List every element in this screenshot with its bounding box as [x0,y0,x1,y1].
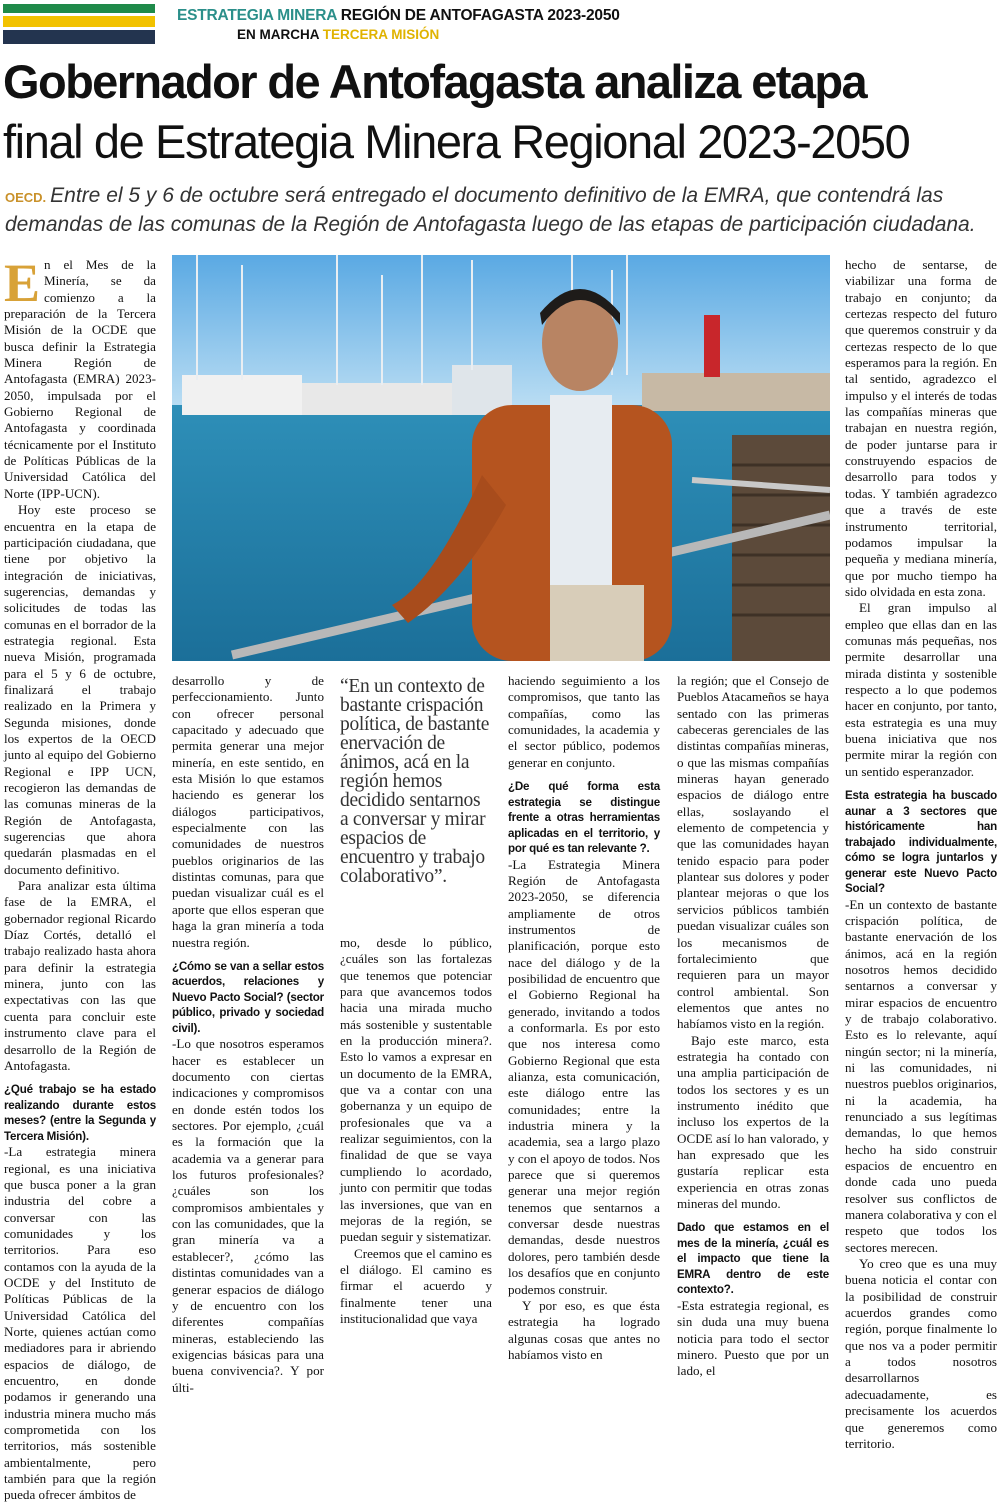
paragraph: -Lo que nosotros esperamos hacer es establecer un documento con ciertas indicaciones y compromisos en donde estén todos los sectores. Por ejemplo, ¿cuál es la formación que la academia va a generar para los futuros profesionales? ¿cuáles son los compromisos ambientales y con las comunidades, que la gran minería va a establecer?, ¿cómo las distintas comunidades van a generar espacios de diálogo y de encuentro con los diferentes compañías mineras, estableciendo las exigencias básicas para una buena convivencia?. Y por últi- [172,1036,324,1395]
paragraph: Para analizar esta última fase de la EMRA, el gobernador regional Ricardo Díaz Cortés, detalló el trabajo realizado hasta ahora para definir la estrategia minera, junto con las expectativas con las que cuenta para concluir este instrumento clave para el desarrollo de la Región de Antofagasta. [4,878,156,1073]
paragraph: -La estrategia minera regional, es una iniciativa que busca poner a la gran industria del cobre a conversar con las comunidades y los territorios. Para eso contamos con la ayuda de la OCDE y del Instituto de Políticas Públicas de la Universidad Católica del Norte, quienes actúan como mediadores para ir abriendo espacios de diálogo, de encuentro, en donde podamos ir generando una industria minera mucho más comprometida con los territorios, más sostenible ambientalmente, pero también para que la región pueda ofrecer ámbitos de [4,1144,156,1503]
paragraph: -Esta estrategia regional, es sin duda una muy buena noticia para todo el sector minero. Puesto que por un lado, el [677,1297,829,1379]
deck-text: Entre el 5 y 6 de octubre será entregado el documento definitivo de la EMRA, que contendrá las demandas de las comunas de la Región de Antofagasta luego de las etapas de participación ciudadana. [5,184,976,236]
interview-question: ¿Cómo se van a sellar estos acuerdos, relaciones y Nuevo Pacto Social? (sector público, privado y sociedad civil). [172,959,324,1035]
article-column-6 [845,257,997,1452]
paragraph: mo, desde lo público, ¿cuáles son las fortalezas que tenemos que potenciar para que avancemos todos hacia una mirada mucho más sostenible y sustentable en la producción minera?. Esto lo vamos a expresar en un documento de la EMRA, que va a contar con una gobernanza y un equipo de profesionales que va a realizar seguimientos, con la finalidad de que se vaya cumpliendo lo acordado, junto con permitir que todas las inversiones, que van en mejoras de la región, se puedan seguir y sistematizar. [340,935,492,1245]
header-stripe-navy [3,30,155,44]
harbor-illustration [172,255,830,661]
paragraph: Bajo este marco, esta estrategia ha contado con una amplia participación de todos los sectores y es un instrumento inédito que incluso los expertos de la OCDE así lo han valorado, y han expresado que les gustaría replicar esta experiencia en otras zonas mineras del mundo. [677,1032,829,1211]
article-column-5 [677,673,829,1380]
header-stripe-green [3,4,155,13]
status-label: EN MARCHA [237,27,319,42]
paragraph: -En un contexto de bastante crispación política, de bastante enervación de los ánimos, acá en la región nosotros hemos decidido sentarnos a conversar y mirar espacios de encuentro y de trabajo colaborativo. Esto es lo relevante, aquí ningún sector; ni la minería, ni las comunidades, ni nuestros pueblos originarios, ni la academia, ha renunciado a sus legítimas demandas, lo que hemos hecho ha sido construir espacios de encuentro en donde cada uno pueda resolver sus conflictos de manera colaborativa y con el respeto que todos los sectores merecen. [845,896,997,1255]
headline-line1: Gobernador de Antofagasta analiza etapa [3,55,867,108]
pull-quote: “En un contexto de bastante crispación política, de bastante enervación de ánimos, acá en la región hemos decidido sentarnos a conversar y mirar espacios de encuentro y trabajo colaborativo”. [340,676,490,887]
article-column-2 [172,673,324,1396]
paragraph: Creemos que el camino es el diálogo. El camino es firmar el acuerdo y finalmente tener una institucionalidad que vaya [340,1245,492,1326]
interview-question: Esta estrategia ha buscado aunar a 3 sectores que históricamente han trabajado individualmente, cómo se logra juntarlos y generar este Nuevo Pacto Social? [845,789,997,895]
drop-cap: E [4,253,41,313]
section-label: ESTRATEGIA MINERA [177,7,337,24]
paragraph: n el Mes de la Minería, se da comienzo a la preparación de la Tercera Misión de la OCDE que busca definir la Estrategia Minera Región de Antofagasta (EMRA) 2023-2050, impulsada por el Gobierno Regional de Antofagasta y coordinada técnicamente por el Instituto de Políticas Públicas de la Universidad Católica del Norte (IPP-UCN). [4,257,156,501]
interview-question: ¿De qué forma esta estrategia se distingue frente a otras herramientas aplicadas en el territorio, y por qué es tan relevante ?. [508,780,660,856]
paragraph: Yo creo que es una muy buena noticia el contar con la posibilidad de construir acuerdos grandes como región, porque finalmente lo que nos va a poder permitir a todos nosotros desarrollarnos adecuadamente, es precisamente los acuerdos que generemos como territorio. [845,1256,997,1451]
article-column-1 [4,253,156,1504]
paragraph: desarrollo y de perfeccionamiento. Junto con ofrecer personal capacitado y adecuado que permita generar una mejor minería, en este sentido, en esta Misión lo que estamos haciendo es generar los diálogos participativos, especialmente con las comunidades de nuestros pueblos originarios de las distintas comunas, para que puedan visualizar cuál es el aporte que ellos esperan que haga la gran minería a toda nuestra región. [172,673,324,950]
paragraph: Y por eso, es que ésta estrategia ha logrado algunas cosas que antes no habíamos visto en [508,1297,660,1362]
header-stripe-yellow [3,16,155,27]
article-column-3 [340,935,492,1327]
paragraph: hecho de sentarse, de viabilizar una forma de trabajo en conjunto; da certezas respecto del futuro que queremos construir y da certezas respecto de lo que esperamos para la región. En tal sentido, agradezco el impulso y el interés de todas las compañías mineras que trabajan en nuestra región, de poder juntarse para ir construyendo espacios de desarrollo para todos y todas. Y también agradezco que a través de este instrumento territorial, podamos impulsar la pequeña y mediana minería, que por mucho tiempo ha sido olvidada en esta zona. [845,257,997,599]
paragraph: Hoy este proceso se encuentra en la etapa de participación ciudadana, que tiene por objetivo la integración de iniciativas, sugerencias, demandas y solicitudes de todas las comunas en el borrador de la estrategia regional. Esta nueva Misión, programada para el 5 y 6 de octubre, finalizará el trabajo realizado en la Primera y Segunda misiones, donde los expertos de la OECD junto al equipo del Gobierno Regional e IPP UCN, recogieron las demandas de las comunas mineras de la Región de Antofagasta, sugerencias que ahora quedarán plasmadas en el documento definitivo. [4,502,156,877]
paragraph: haciendo seguimiento a los compromisos, que tanto las compañías, como las comunidades, la academia y el sector público, podemos generar en conjunto. [508,673,660,770]
paragraph: la región; que el Consejo de Pueblos Atacameños se haya sentado con las primeras cabeceras gerenciales de las distintas compañías mineras, o que las mismas compañías mineras hayan generado espacios de diálogo entre ellas, soslayando el elemento de competencia y que las comunidades hayan tenido espacio para poder plantear sus dolores y poder plantear mejoras o que los servicios públicos también puedan visualizar cuáles son los mecanismos de fortalecimiento que requieren para un mayor control ambiental. Son elementos que antes no habíamos visto en la región. [677,673,829,1032]
status-kicker [237,27,439,42]
article-deck [5,182,997,238]
interview-question: Dado que estamos en el mes de la minería, ¿cuál es el impacto que tiene la EMRA dentro de este contexto?. [677,1221,829,1297]
region-label: REGIÓN DE ANTOFAGASTA 2023-2050 [340,7,620,24]
interview-question: ¿Qué trabajo se ha estado realizando durante estos meses? (entre la Segunda y Tercera Misión). [4,1083,156,1143]
deck-tag: OECD. [5,190,47,205]
paragraph: El gran impulso al empleo que ellas dan en las comunas más pequeñas, nos permite desarrollar una mirada distinta y sostenible respecto a lo que podemos hacer en conjunto, por tanto, esta estrategia es una muy buena iniciativa que nos permite mirar la región con un sentido esperanzador. [845,600,997,779]
mission-label: TERCERA MISIÓN [322,27,440,42]
paragraph: -La Estrategia Minera Región de Antofagasta 2023-2050, se diferencia ampliamente de otros instrumentos de planificación, porque esto nace del diálogo y de la posibilidad de encuentro que el Gobierno Regional ha generado, invitando a todos a conformarla. Es por esto que nos interesa como Gobierno Regional que esta alianza, esta comunicación, este diálogo entre las comunidades; entre la industria minera y la academia, sea a largo plazo y con el apoyo de todos. Nos parece que si queremos generar una mejor región tenemos que sentarnos a conversar desde nuestras demandas, desde nuestros dolores, pero también desde los desafíos que en conjunto podemos construir. [508,856,660,1297]
headline-line2: final de Estrategia Minera Regional 2023-2050 [3,115,910,168]
section-kicker [177,7,620,25]
article-column-4 [508,673,660,1363]
governor-photo [172,255,830,661]
